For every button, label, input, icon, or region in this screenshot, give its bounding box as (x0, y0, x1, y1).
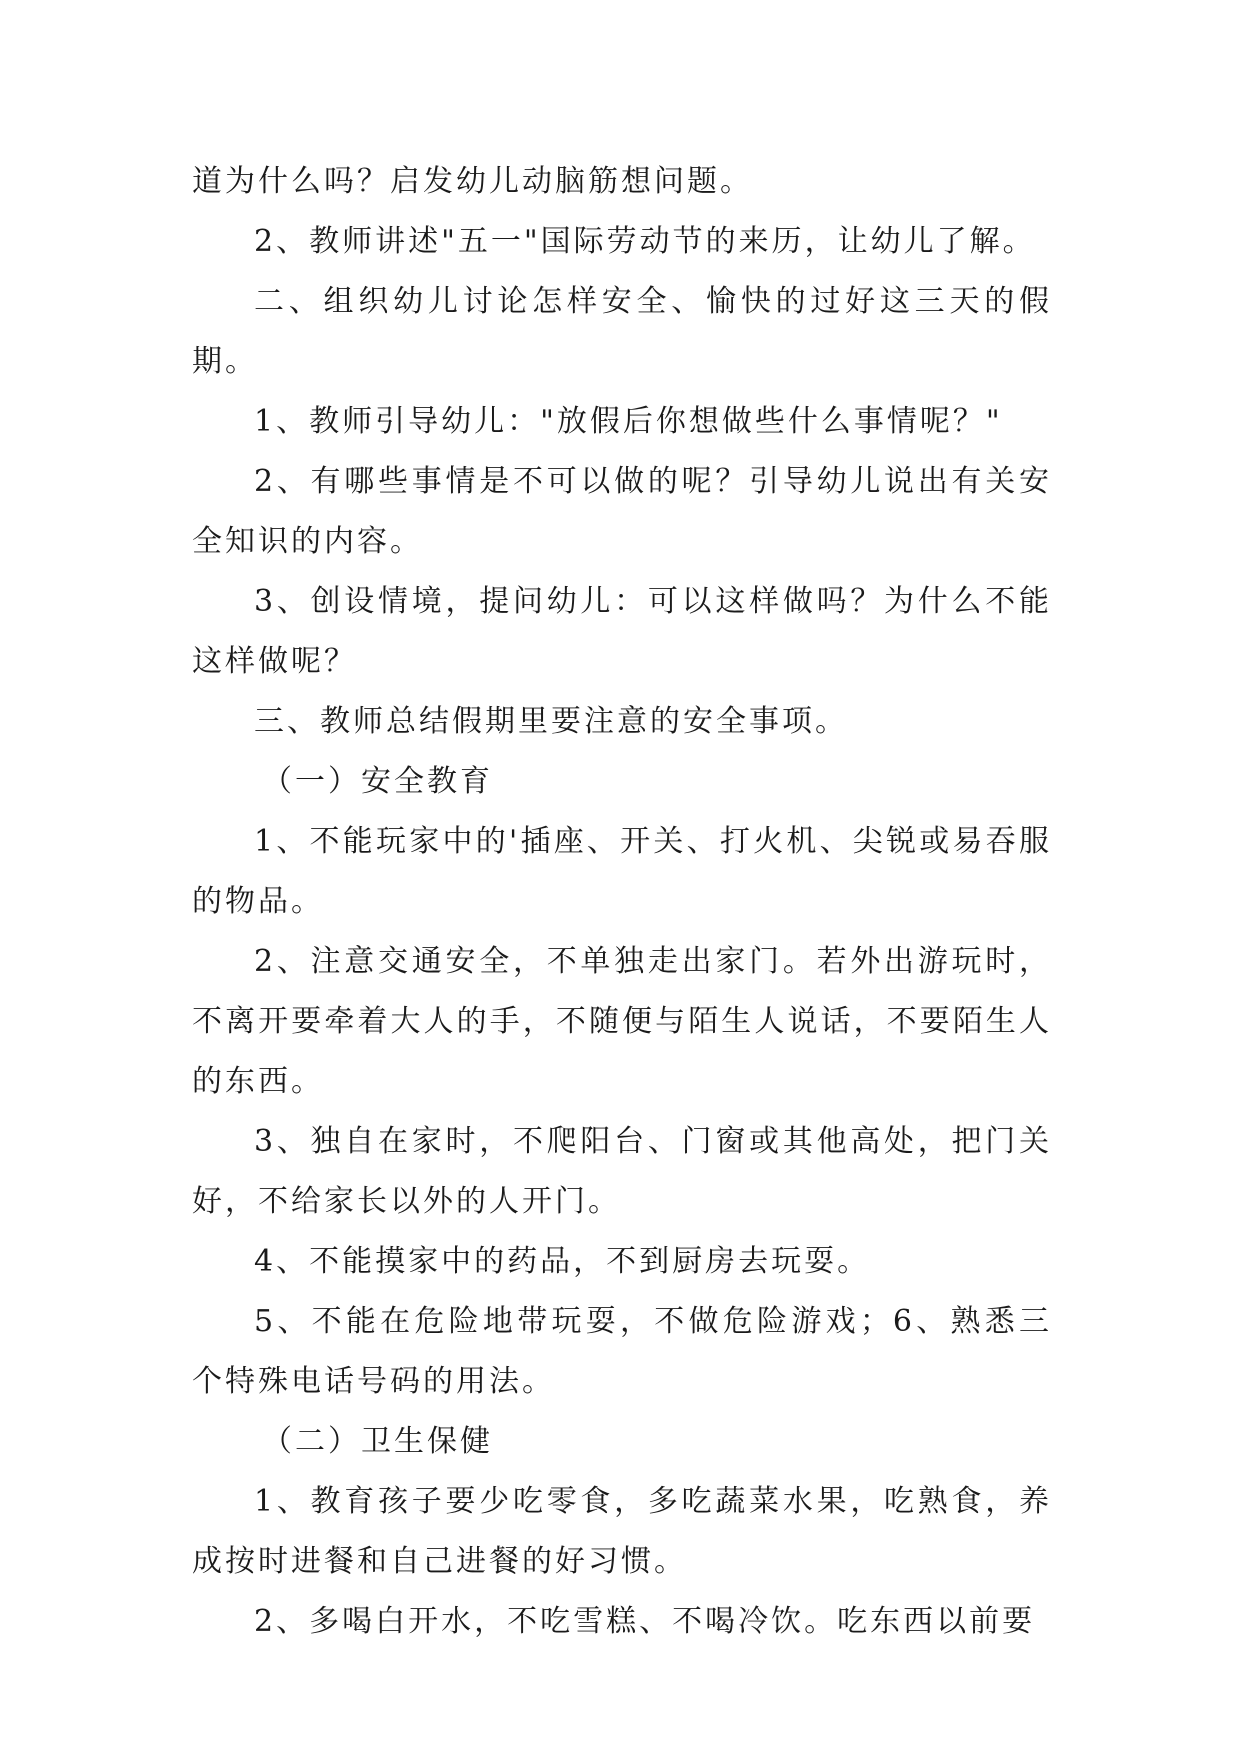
paragraph: 2、教师讲述"五一"国际劳动节的来历，让幼儿了解。 (254, 224, 1036, 259)
paragraph: 3、独自在家时，不爬阳台、门窗或其他高处，把门关好，不给家长以外的人开门。 (192, 1124, 1052, 1219)
section-heading: 二、组织幼儿讨论怎样安全、愉快的过好这三天的假期。 (192, 284, 1052, 379)
subsection-heading: （二）卫生保健 (262, 1424, 493, 1459)
paragraph: 5、不能在危险地带玩耍，不做危险游戏；6、熟悉三个特殊电话号码的用法。 (192, 1304, 1052, 1399)
paragraph: 2、注意交通安全，不单独走出家门。若外出游玩时，不离开要牵着大人的手，不随便与陌生人说话，不要陌生人的东西。 (192, 944, 1052, 1099)
paragraph: 2、多喝白开水，不吃雪糕、不喝冷饮。吃东西以前要 (254, 1604, 1036, 1639)
paragraph: 3、创设情境，提问幼儿：可以这样做吗？为什么不能这样做呢？ (192, 584, 1052, 679)
section-heading: 三、教师总结假期里要注意的安全事项。 (254, 704, 848, 739)
document-body (192, 152, 1052, 1652)
paragraph: 2、有哪些事情是不可以做的呢？引导幼儿说出有关安全知识的内容。 (192, 464, 1052, 559)
subsection-heading: （一）安全教育 (262, 764, 493, 799)
paragraph: 1、教育孩子要少吃零食，多吃蔬菜水果，吃熟食，养成按时进餐和自己进餐的好习惯。 (192, 1484, 1052, 1579)
paragraph: 4、不能摸家中的药品，不到厨房去玩耍。 (254, 1244, 871, 1279)
paragraph: 道为什么吗？启发幼儿动脑筋想问题。 (192, 164, 753, 199)
paragraph: 1、不能玩家中的'插座、开关、打火机、尖锐或易吞服的物品。 (192, 824, 1052, 919)
paragraph: 1、教师引导幼儿："放假后你想做些什么事情呢？" (254, 404, 1003, 439)
